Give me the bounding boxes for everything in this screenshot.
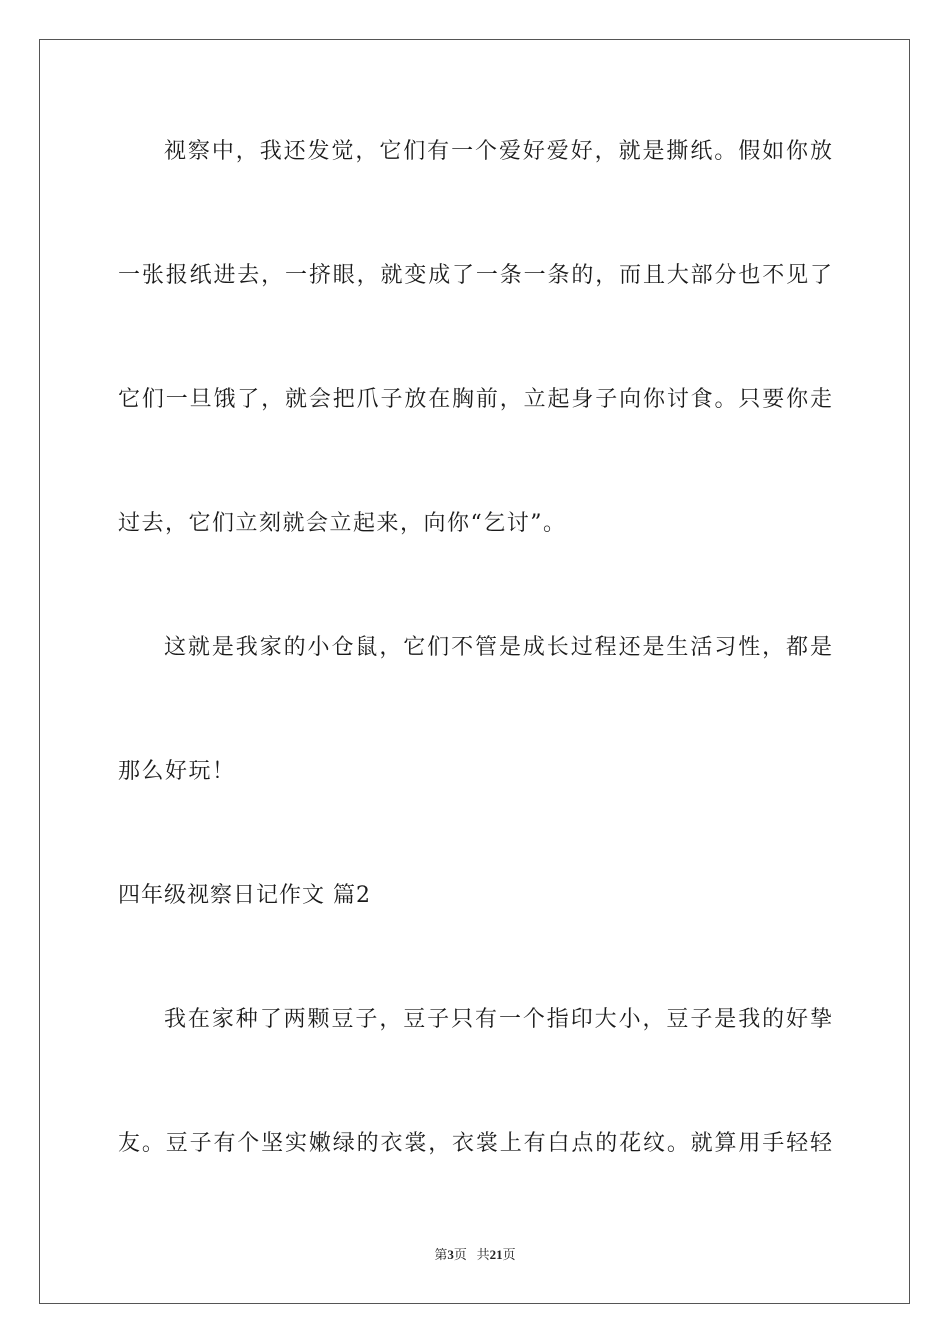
footer-prefix: 第 (434, 1247, 448, 1262)
paragraph-line: 那么好玩！ (118, 759, 236, 784)
paragraph-line: 这就是我家的小仓鼠，它们不管是成长过程还是生活习性，都是 (164, 635, 832, 660)
footer-page-suffix: 页 (453, 1247, 467, 1262)
section-heading: 四年级视察日记作文 篇2 (118, 883, 371, 908)
footer-total-suffix: 页 (502, 1247, 516, 1262)
footer-total-prefix: 共 (476, 1247, 490, 1262)
paragraph-line: 视察中，我还发觉，它们有一个爱好爱好，就是撕纸。假如你放 (164, 139, 832, 164)
paragraph-line: 它们一旦饿了，就会把爪子放在胸前，立起身子向你讨食。只要你走 (118, 387, 832, 412)
total-pages-number: 21 (489, 1247, 503, 1262)
paragraph-line: 一张报纸进去，一挤眼，就变成了一条一条的，而且大部分也不见了 (118, 263, 832, 288)
page-footer (0, 1246, 950, 1264)
paragraph-line: 友。豆子有个坚实嫩绿的衣裳，衣裳上有白点的花纹。就算用手轻轻 (118, 1131, 832, 1156)
page-border (39, 39, 910, 1304)
paragraph-line: 我在家种了两颗豆子，豆子只有一个指印大小，豆子是我的好挚 (164, 1007, 832, 1032)
paragraph-line: 过去，它们立刻就会立起来，向你“乞讨”。 (118, 511, 567, 536)
current-page-number: 3 (447, 1247, 454, 1262)
